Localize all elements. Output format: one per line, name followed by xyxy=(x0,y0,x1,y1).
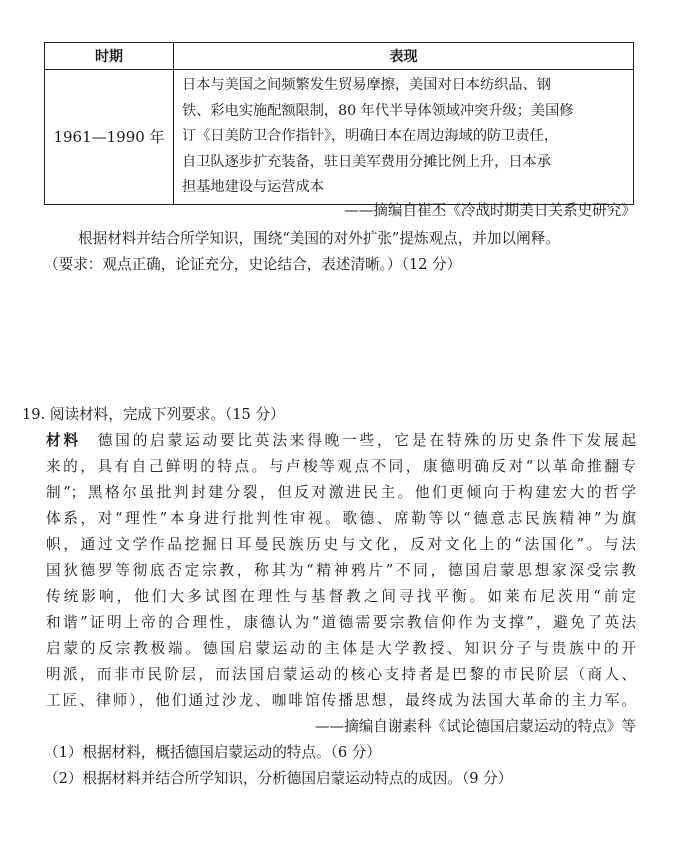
header-performance: 表现 xyxy=(174,43,634,70)
header-period: 时期 xyxy=(45,43,174,70)
material-line xyxy=(46,428,636,454)
performance-line: 担基地建设与运营成本 xyxy=(182,179,324,196)
q18-requirements: （要求：观点正确，论证充分，史论结合，表述清晰。）（12 分） xyxy=(44,256,462,273)
material-line: 国狄德罗等彻底否定宗教，称其为“精神鸦片”不同，德国启蒙思想家深受宗教 xyxy=(46,562,636,579)
material-label: 材料 xyxy=(46,432,81,449)
material-line: 来的，具有自己鲜明的特点。与卢梭等观点不同，康德明确反对“以革命推翻专 xyxy=(46,458,636,475)
performance-cell xyxy=(174,70,634,205)
q18-prompt: 根据材料并结合所学知识，围绕“美国的对外扩张”提炼观点，并加以阐释。 xyxy=(78,230,560,247)
source-citation-2: ——摘编自谢素科《试论德国启蒙运动的特点》等 xyxy=(314,718,636,735)
q19-subquestion-1: （1）根据材料，概括德国启蒙运动的特点。（6 分） xyxy=(44,744,381,761)
history-table xyxy=(44,42,634,205)
material-line: 明派，而非市民阶层，而法国启蒙运动的核心支持者是巴黎的市民阶层（商人、 xyxy=(46,666,636,683)
period-cell: 1961—1990 年 xyxy=(45,70,174,205)
performance-line: 订《日美防卫合作指针》，明确日本在周边海域的防卫责任， xyxy=(182,128,558,145)
source-citation-1: ——摘编自崔丕《冷战时期美日关系史研究》 xyxy=(344,202,636,219)
material-line: 传统影响，他们大多试图在理性与基督教之间寻找平衡。如莱布尼茨用“前定 xyxy=(46,588,636,605)
material-line: 工匠、律师），他们通过沙龙、咖啡馆传播思想，最终成为法国大革命的主力军。 xyxy=(46,692,636,709)
performance-line: 铁、彩电实施配额限制，80 年代半导体领域冲突升级；美国修 xyxy=(182,102,574,119)
table-row xyxy=(45,70,634,205)
material-line: 帜，通过文学作品挖掘日耳曼民族历史与文化，反对文化上的“法国化”。与法 xyxy=(46,536,636,553)
table-header-row xyxy=(45,43,634,70)
q19-subquestion-2: （2）根据材料并结合所学知识，分析德国启蒙运动特点的成因。（9 分） xyxy=(44,770,513,787)
material-line: 启蒙的反宗教极端。德国启蒙运动的主体是大学教授、知识分子与贵族中的开 xyxy=(46,640,636,657)
material-line: 制”；黑格尔虽批判封建分裂，但反对激进民主。他们更倾向于构建宏大的哲学 xyxy=(46,484,636,501)
performance-line: 日本与美国之间频繁发生贸易摩擦，美国对日本纺织品、钢 xyxy=(182,77,551,93)
material-line: 和谐”证明上帝的合理性，康德认为“道德需要宗教信仰作为支撑”，避免了英法 xyxy=(46,614,636,631)
material-line-text: 德国的启蒙运动要比英法来得晚一些，它是在特殊的历史条件下发展起 xyxy=(94,432,636,449)
performance-line: 自卫队逐步扩充装备，驻日美军费用分摊比例上升，日本承 xyxy=(182,153,551,170)
q19-heading: 19. 阅读材料，完成下列要求。（15 分） xyxy=(22,406,285,423)
material-line: 体系，对“理性”本身进行批判性审视。歌德、席勒等以“德意志民族精神”为旗 xyxy=(46,510,636,527)
